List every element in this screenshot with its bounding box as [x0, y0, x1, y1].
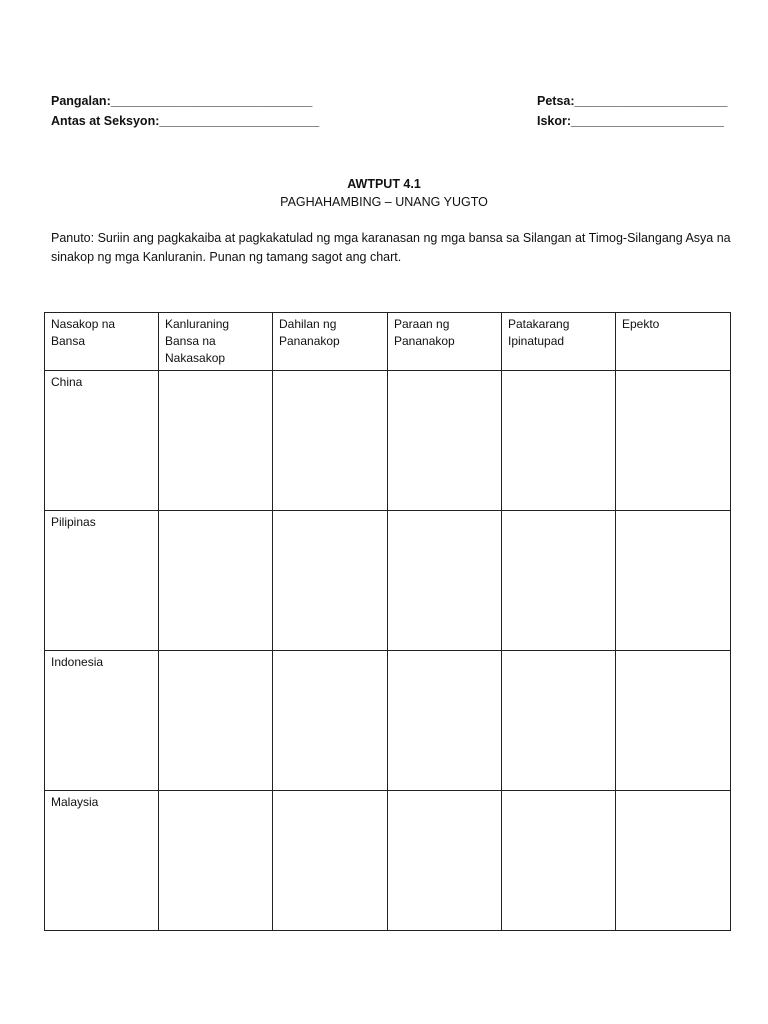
column-header-method: Paraan ng Pananakop — [388, 313, 502, 371]
grade-section-field[interactable]: Antas at Seksyon:_______________________ — [51, 114, 320, 128]
column-header-policy: Patakarang Ipinatupad — [502, 313, 616, 371]
answer-cell[interactable] — [273, 651, 388, 791]
answer-cell[interactable] — [616, 791, 731, 931]
table-header-row — [45, 313, 731, 371]
answer-cell[interactable] — [388, 651, 502, 791]
document-title: AWTPUT 4.1 — [347, 177, 421, 191]
answer-cell[interactable] — [388, 511, 502, 651]
answer-cell[interactable] — [502, 651, 616, 791]
column-header-effect: Epekto — [616, 313, 731, 371]
answer-cell[interactable] — [388, 371, 502, 511]
country-cell: Malaysia — [45, 791, 159, 931]
date-field[interactable]: Petsa:______________________ — [537, 94, 728, 108]
answer-cell[interactable] — [159, 651, 273, 791]
answer-cell[interactable] — [273, 371, 388, 511]
table-row — [45, 371, 731, 511]
column-header-conquered-country: Nasakop na Bansa — [45, 313, 159, 371]
document-subtitle: PAGHAHAMBING – UNANG YUGTO — [280, 195, 488, 209]
table-row — [45, 651, 731, 791]
answer-cell[interactable] — [159, 371, 273, 511]
answer-cell[interactable] — [388, 791, 502, 931]
column-header-western-colonizer: Kanluraning Bansa na Nakasakop — [159, 313, 273, 371]
answer-cell[interactable] — [616, 511, 731, 651]
instructions: Panuto: Suriin ang pagkakaiba at pagkakatulad ng mga karanasan ng mga bansa sa Silangan at Timog-Silangang Asya na sinakop ng mga Kanluranin. Punan ng tamang sagot ang chart. — [51, 231, 731, 264]
country-cell: Indonesia — [45, 651, 159, 791]
answer-cell[interactable] — [159, 511, 273, 651]
answer-cell[interactable] — [159, 791, 273, 931]
name-field[interactable]: Pangalan:_____________________________ — [51, 94, 313, 108]
answer-cell[interactable] — [616, 651, 731, 791]
comparison-chart-table — [44, 312, 731, 931]
answer-cell[interactable] — [502, 791, 616, 931]
answer-cell[interactable] — [273, 791, 388, 931]
column-header-reason: Dahilan ng Pananakop — [273, 313, 388, 371]
answer-cell[interactable] — [502, 511, 616, 651]
country-cell: Pilipinas — [45, 511, 159, 651]
answer-cell[interactable] — [616, 371, 731, 511]
score-field[interactable]: Iskor:______________________ — [537, 114, 724, 128]
table-row — [45, 511, 731, 651]
answer-cell[interactable] — [502, 371, 616, 511]
answer-cell[interactable] — [273, 511, 388, 651]
table-row — [45, 791, 731, 931]
country-cell: China — [45, 371, 159, 511]
